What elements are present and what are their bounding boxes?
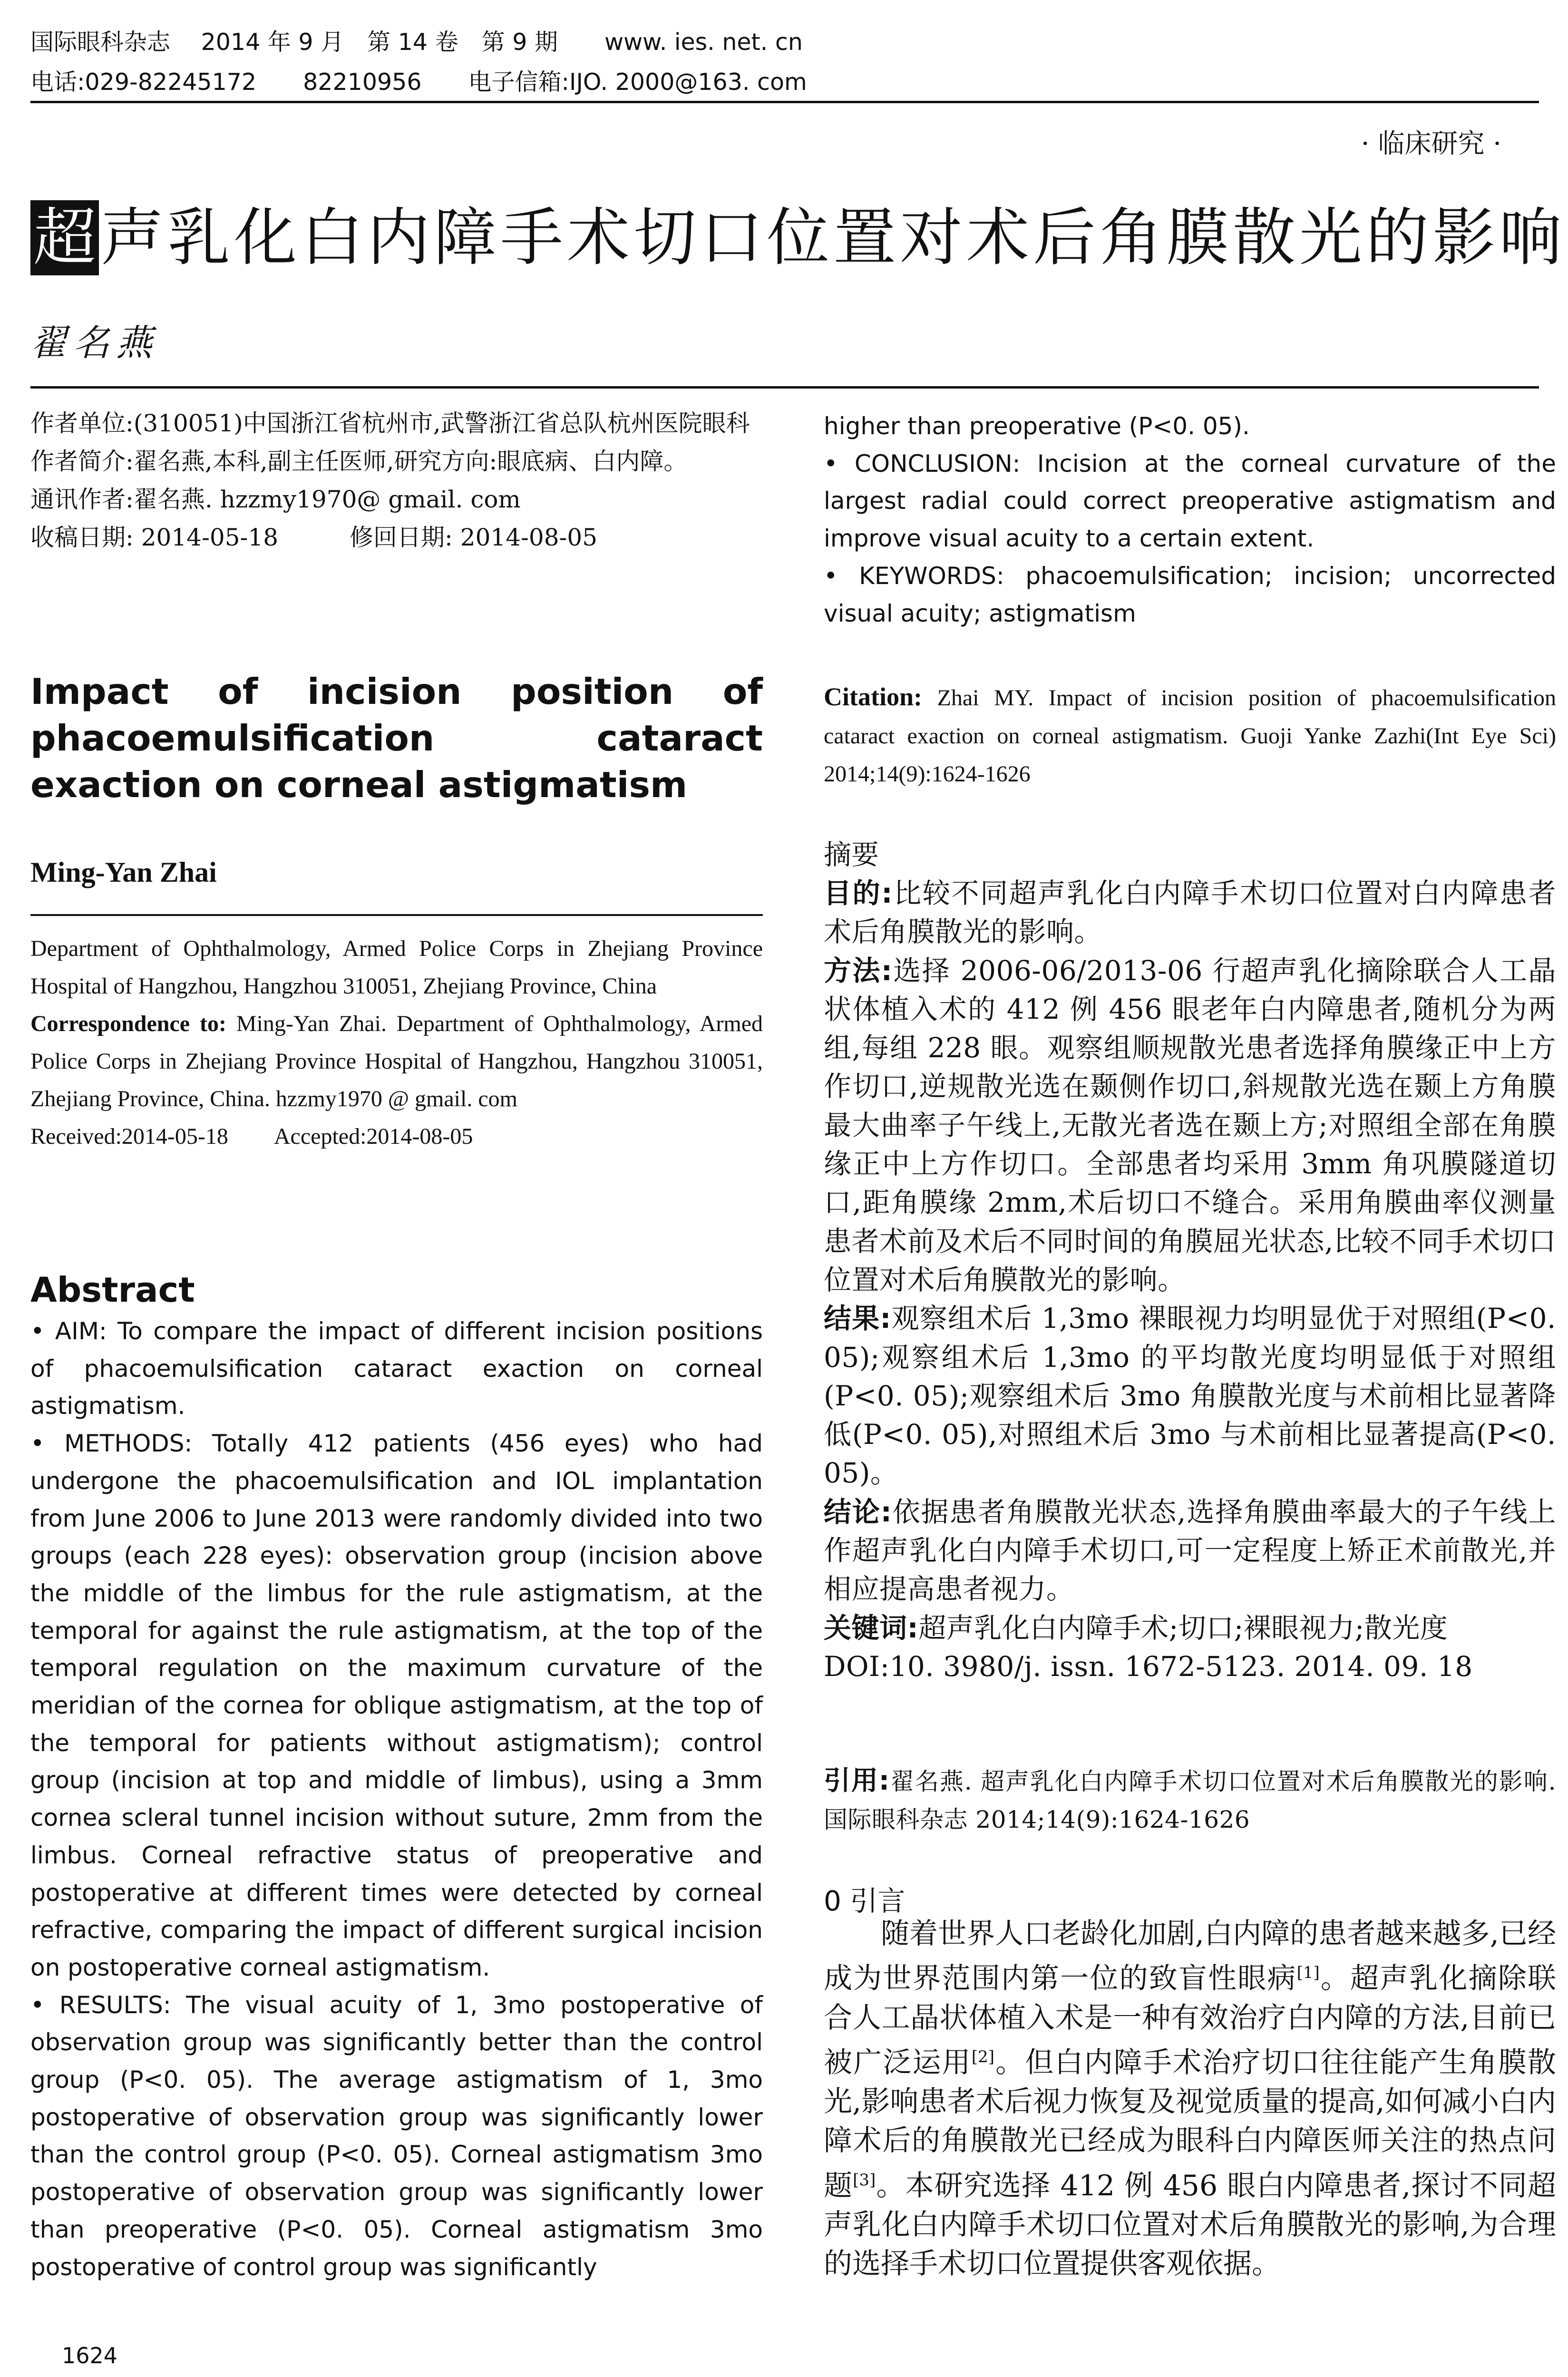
chinese-citation [824, 1762, 1556, 1839]
correspondence-text: Ming-Yan Zhai. Department of Ophthalmology, Armed Police Corps in Zhejiang Province Hospital of Hangzhou, Hangzhou 310051, Zhejiang Province, China. hzzmy1970 @ gmail. com [30, 1011, 763, 1111]
ref-2: [2] [971, 2047, 994, 2066]
abstract-results-cont: higher than preoperative (P<0. 05). [824, 412, 1250, 440]
english-abstract-continued [824, 408, 1556, 632]
author-meta [30, 404, 763, 556]
zh-conclusion-text: 依据患者角膜散光状态,选择角膜曲率最大的子午线上作超声乳化白内障手术切口,可一定程度上矫正术前散光,并相应提高患者视力。 [824, 1495, 1556, 1606]
zh-aim-text: 比较不同超声乳化白内障手术切口位置对白内障患者术后角膜散光的影响。 [824, 877, 1556, 948]
title-first-char: 超 [30, 200, 99, 275]
corresponding-author: 通讯作者:翟名燕. hzzmy1970@ gmail. com [30, 486, 521, 513]
zh-aim-label: 目的: [824, 877, 893, 909]
journal-header-line1: 国际眼科杂志 2014 年 9 月 第 14 卷 第 9 期 www. ies. net. cn [30, 29, 803, 56]
header-rule [30, 101, 1539, 103]
citation-label: Citation: [824, 682, 922, 711]
author-unit: 作者单位:(310051)中国浙江省杭州市,武警浙江省总队杭州医院眼科 [30, 409, 750, 437]
journal-header-line2: 电话:029-82245172 82210956 电子信箱:IJO. 2000@163. com [30, 68, 807, 96]
intro-text-2: 。超声乳化摘除联合人工晶状体植入术是一种有效治疗白内障的方法,目前已被广泛运用 [824, 1962, 1557, 2079]
intro-heading: 0 引言 [824, 1885, 906, 1917]
chinese-abstract [824, 874, 1556, 1686]
intro-text-4: 。本研究选择 412 例 456 眼白内障患者,探讨不同超声乳化白内障手术切口位置对术后角膜散光的影响,为合理的选择手术切口位置提供客观依据。 [824, 2169, 1557, 2281]
zh-citation-text: 翟名燕. 超声乳化白内障手术切口位置对术后角膜散光的影响. 国际眼科杂志 2014;14(9):1624-1626 [824, 1768, 1556, 1833]
zh-aim [824, 874, 1556, 952]
title-rule [30, 386, 1539, 389]
received-accepted: Received:2014-05-18 Accepted:2014-08-05 [30, 1124, 473, 1149]
abstract-keywords: • KEYWORDS: phacoemulsification; incision; uncorrected visual acuity; astigmatism [824, 562, 1556, 627]
chinese-abstract-heading: 摘要 [824, 838, 879, 871]
zh-keywords [824, 1609, 1556, 1647]
english-citation [824, 678, 1556, 793]
affiliation-rule [30, 914, 763, 916]
zh-keywords-label: 关键词: [824, 1611, 919, 1644]
english-affiliation [30, 930, 763, 1155]
article-title [30, 195, 1566, 281]
ref-3: [3] [853, 2170, 876, 2190]
intro-text-1: 随着世界人口老龄化加剧,白内障的患者越来越多,已经成为世界范围内第一位的致盲性眼病 [824, 1917, 1556, 1996]
intro-body [824, 1914, 1556, 2284]
english-author: Ming-Yan Zhai [30, 857, 217, 888]
author-chinese: 翟名燕 [30, 321, 159, 364]
intro-text-3: 。但白内障手术治疗切口往往能产生角膜散光,影响患者术后视力恢复及视觉质量的提高,如何减小白内障术后的角膜散光已经成为眼科白内障医师关注的热点问题 [824, 2046, 1557, 2202]
section-label: · 临床研究 · [1361, 128, 1501, 159]
english-abstract [30, 1313, 763, 2286]
abstract-results: • RESULTS: The visual acuity of 1, 3mo postoperative of observation group was significantly better than the control group (P<0. 05). The average astigmatism of 1, 3mo postoperative of observation group was significantly lower than the control group (P<0. 05). Corneal astigmatism 3mo postoperative of observation group was significantly lower than preoperative (P<0. 05). Corneal astigmatism 3mo postoperative of control group was significantly [30, 1991, 763, 2281]
correspondence [30, 1005, 763, 1118]
ref-1: [1] [1296, 1963, 1320, 1983]
author-bio: 作者简介:翟名燕,本科,副主任医师,研究方向:眼底病、白内障。 [30, 448, 688, 475]
zh-conclusion [824, 1493, 1556, 1609]
zh-methods-label: 方法: [824, 954, 893, 987]
abstract-conclusion: • CONCLUSION: Incision at the corneal curvature of the largest radial could correct preoperative astigmatism and improve visual acuity to a certain extent. [824, 449, 1556, 553]
abstract-methods: • METHODS: Totally 412 patients (456 eyes) who had undergone the phacoemulsification and IOL implantation from June 2006 to June 2013 were randomly divided into two groups (each 228 eyes): observation group (incision above the middle of the limbus for the rule astigmatism, at the temporal for against the rule astigmatism, at the top of the temporal regulation on the maximum curvature of the meridian of the cornea for oblique astigmatism, at the top of the temporal for patients without astigmatism); control group (incision at top and middle of limbus), using a 3mm cornea scleral tunnel incision without suture, 2mm from the limbus. Corneal refractive status of preoperative and postoperative at different times were detected by corneal refractive, comparing the impact of different surgical incision on postoperative corneal astigmatism. [30, 1430, 763, 1981]
zh-results-text: 观察组术后 1,3mo 裸眼视力均明显优于对照组(P<0. 05);观察组术后 1,3mo 的平均散光度均明显低于对照组(P<0. 05);观察组术后 3mo 角膜散光度与术前相比显著降低(P<0. 05),对照组术后 3mo 与术前相比显著提高(P<0. 05)。 [824, 1302, 1556, 1490]
zh-doi: DOI:10. 3980/j. issn. 1672-5123. 2014. 09. 18 [824, 1650, 1473, 1683]
zh-conclusion-label: 结论: [824, 1495, 892, 1528]
title-text: 声乳化白内障手术切口位置对术后角膜散光的影响 [101, 201, 1566, 274]
zh-methods [824, 952, 1556, 1300]
received-dates: 收稿日期: 2014-05-18 修回日期: 2014-08-05 [30, 524, 598, 551]
correspondence-label: Correspondence to: [30, 1011, 226, 1036]
zh-results-label: 结果: [824, 1302, 891, 1335]
page-number: 1624 [62, 2343, 118, 2368]
english-title: Impact of incision position of phacoemulsification cataract exaction on corneal astigmatism [30, 671, 763, 806]
zh-citation-label: 引用: [824, 1765, 890, 1796]
zh-keywords-text: 超声乳化白内障手术;切口;裸眼视力;散光度 [918, 1611, 1448, 1644]
citation-text: Zhai MY. Impact of incision position of phacoemulsification cataract exaction on corneal astigmatism. Guoji Yanke Zazhi(Int Eye Sci) 2014;14(9):1624-1626 [824, 685, 1556, 787]
affiliation-text: Department of Ophthalmology, Armed Police Corps in Zhejiang Province Hospital of Hangzhou, Hangzhou 310051, Zhejiang Province, China [30, 936, 763, 999]
abstract-aim: • AIM: To compare the impact of different incision positions of phacoemulsification cataract exaction on corneal astigmatism. [30, 1317, 763, 1420]
zh-results [824, 1299, 1556, 1492]
zh-methods-text: 选择 2006-06/2013-06 行超声乳化摘除联合人工晶状体植入术的 412 例 456 眼老年白内障患者,随机分为两组,每组 228 眼。观察组顺规散光患者选择角膜缘正中上方作切口,逆规散光选在颞侧作切口,斜规散光选在颞上方角膜最大曲率子午线上,无散光者选在颞上方;对照组全部在角膜缘正中上方作切口。全部患者均采用 3mm 角巩膜隧道切口,距角膜缘 2mm,术后切口不缝合。采用角膜曲率仪测量患者术前及术后不同时间的角膜屈光状态,比较不同手术切口位置对术后角膜散光的影响。 [824, 954, 1556, 1296]
abstract-heading: Abstract [30, 1270, 195, 1310]
